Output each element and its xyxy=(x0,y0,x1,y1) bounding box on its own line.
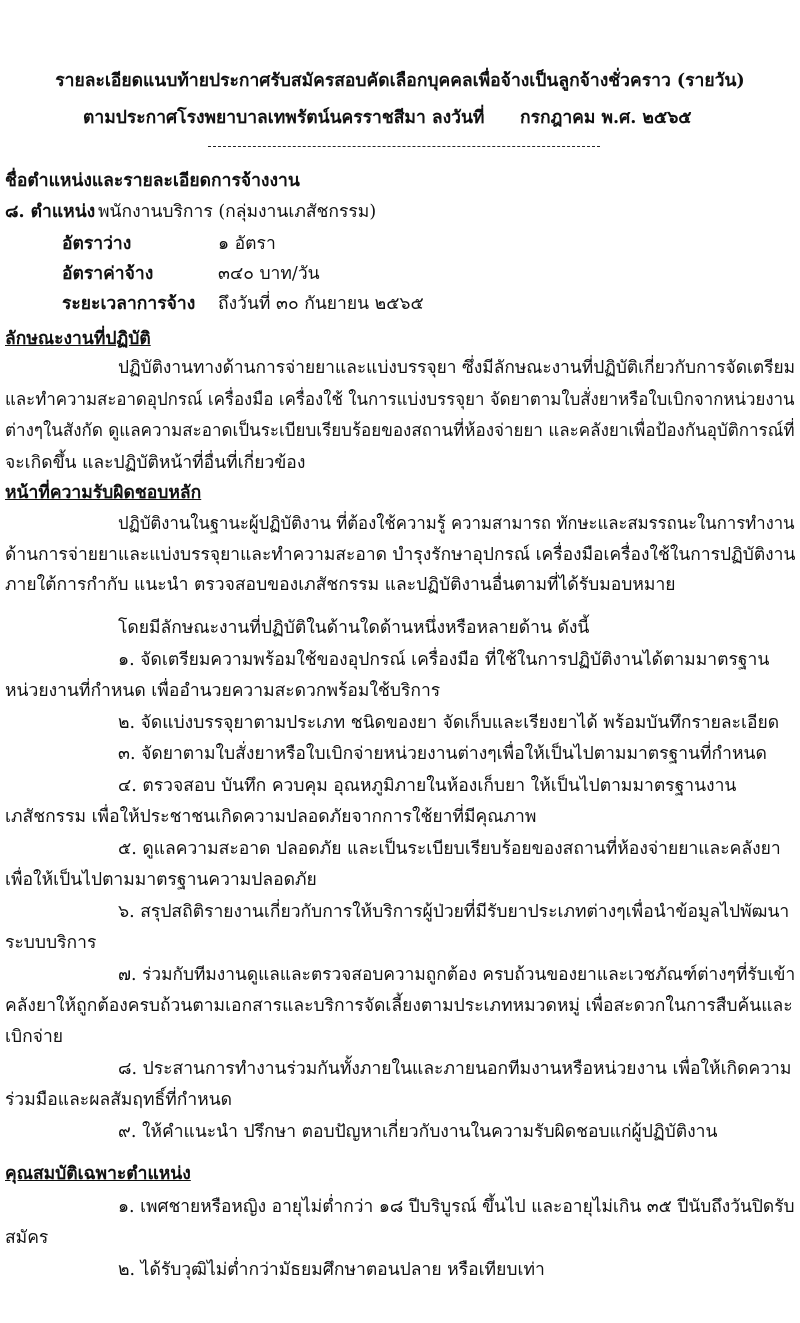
nature-line: จะเกิดขึ้น และปฏิบัติหน้าที่อื่นที่เกี่ยวข้อง xyxy=(5,453,306,473)
duty-item-3: ๓. จัดยาตามใบสั่งยาหรือใบเบิกจ่ายหน่วยงานต่างๆเพื่อให้เป็นไปตามมาตรฐานที่กำหนด xyxy=(118,744,767,764)
wage-label: อัตราค่าจ้าง xyxy=(62,264,154,284)
duty-item-2: ๒. จัดแบ่งบรรจุยาตามประเภท ชนิดของยา จัดเก็บและเรียงยาได้ พร้อมบันทึกรายละเอียด xyxy=(118,713,780,733)
duty-item-5: ๕. ดูแลความสะอาด ปลอดภัย และเป็นระเบียบเรียบร้อยของสถานที่ห้องจ่ายยาและคลังยา xyxy=(118,839,781,859)
qualification-item-1: ๑. เพศชายหรือหญิง อายุไม่ต่ำกว่า ๑๘ ปีบริบูรณ์ ขึ้นไป และอายุไม่เกิน ๓๕ ปีนับถึงวันปิดรับ xyxy=(118,1197,795,1217)
duty-item-8-cont: ร่วมมือและผลสัมฤทธิ์ที่กำหนด xyxy=(5,1090,233,1110)
vacancy-value: ๑ อัตรา xyxy=(218,234,276,254)
duty-item-1-cont: หน่วยงานที่กำหนด เพื่ออำนวยความสะดวกพร้อมใช้บริการ xyxy=(5,681,441,701)
period-value: ถึงวันที่ ๓๐ กันยายน ๒๕๖๕ xyxy=(218,294,424,314)
duty-item-9: ๙. ให้คำแนะนำ ปรึกษา ตอบปัญหาเกี่ยวกับงานในความรับผิดชอบแก่ผู้ปฏิบัติงาน xyxy=(118,1122,718,1142)
section-title-qualifications: คุณสมบัติเฉพาะตำแหน่ง xyxy=(5,1164,191,1184)
position-item-label: ๘. ตำแหน่ง xyxy=(5,202,96,222)
qualification-item-1-cont: สมัคร xyxy=(5,1228,49,1248)
duty-item-1: ๑. จัดเตรียมความพร้อมใช้ของอุปกรณ์ เครื่องมือ ที่ใช้ในการปฏิบัติงานได้ตามมาตรฐาน xyxy=(118,650,770,670)
section-title-nature: ลักษณะงานที่ปฏิบัติ xyxy=(5,329,151,349)
duty-item-4-cont: เภสัชกรรม เพื่อให้ประชาชนเกิดความปลอดภัยจากการใช้ยาที่มีคุณภาพ xyxy=(5,807,537,827)
duty-item-4: ๔. ตรวจสอบ บันทึก ควบคุม อุณหภูมิภายในห้องเก็บยา ให้เป็นไปตามมาตรฐานงาน xyxy=(118,776,737,796)
duties-intro-line: ภายใต้การกำกับ แนะนำ ตรวจสอบของเภสัชกรรม และปฏิบัติงานอื่นตามที่ได้รับมอบหมาย xyxy=(5,575,676,595)
duty-item-5-cont: เพื่อให้เป็นไปตามมาตรฐานความปลอดภัย xyxy=(5,870,317,890)
nature-line: ปฏิบัติงานทางด้านการจ่ายยาและแบ่งบรรจุยา ซึ่งมีลักษณะงานที่ปฏิบัติเกี่ยวกับการจัดเตรียม xyxy=(118,358,796,378)
duties-intro-line: ด้านการจ่ายยาและแบ่งบรรจุยาและทำความสะอาด บำรุงรักษาอุปกรณ์ เครื่องมือเครื่องใช้ในการปฏิบัติงาน xyxy=(5,545,796,565)
header-divider xyxy=(208,146,600,147)
vacancy-label: อัตราว่าง xyxy=(62,234,132,254)
duty-item-6-cont: ระบบบริการ xyxy=(5,933,97,953)
header-line-2-date: กรกฎาคม พ.ศ. ๒๕๖๕ xyxy=(520,108,692,128)
header-line-1: รายละเอียดแนบท้ายประกาศรับสมัครสอบคัดเลือกบุคคลเพื่อจ้างเป็นลูกจ้างชั่วคราว (รายวัน) xyxy=(55,71,745,91)
duty-item-6: ๖. สรุปสถิติรายงานเกี่ยวกับการให้บริการผู้ป่วยที่มีรับยาประเภทต่างๆเพื่อนำข้อมูลไปพัฒนา xyxy=(118,902,790,922)
period-label: ระยะเวลาการจ้าง xyxy=(62,294,196,314)
qualification-item-2: ๒. ได้รับวุฒิไม่ต่ำกว่ามัธยมศึกษาตอนปลาย หรือเทียบเท่า xyxy=(118,1260,545,1280)
position-item-value: พนักงานบริการ (กลุ่มงานเภสัชกรรม) xyxy=(98,202,377,222)
header-line-2-announcement: ตามประกาศโรงพยาบาลเทพรัตน์นครราชสีมา ลงวันที่ xyxy=(83,108,485,128)
nature-line: ต่างๆในสังกัด ดูแลความสะอาดเป็นระเบียบเรียบร้อยของสถานที่ห้องจ่ายยา และคลังยาเพื่อป้องกันอุบัติการณ์ที่ xyxy=(5,421,795,441)
wage-value: ๓๔๐ บาท/วัน xyxy=(218,264,320,284)
duties-lead: โดยมีลักษณะงานที่ปฏิบัติในด้านใดด้านหนึ่งหรือหลายด้าน ดังนี้ xyxy=(118,618,590,638)
duty-item-7-cont: เบิกจ่าย xyxy=(5,1027,64,1047)
duty-item-8: ๘. ประสานการทำงานร่วมกันทั้งภายในและภายนอกทีมงานหรือหน่วยงาน เพื่อให้เกิดความ xyxy=(118,1059,792,1079)
duties-intro-line: ปฏิบัติงานในฐานะผู้ปฏิบัติงาน ที่ต้องใช้ความรู้ ความสามารถ ทักษะและสมรรถนะในการทำงาน xyxy=(118,514,795,534)
nature-line: และทำความสะอาดอุปกรณ์ เครื่องมือ เครื่องใช้ ในการแบ่งบรรจุยา จัดยาตามใบสั่งยาหรือใบเบิกจากหน่วยงาน xyxy=(5,390,795,410)
duty-item-7: ๗. ร่วมกับทีมงานดูแลและตรวจสอบความถูกต้อง ครบถ้วนของยาและเวชภัณฑ์ต่างๆที่รับเข้า xyxy=(118,965,796,985)
section-title-duties: หน้าที่ความรับผิดชอบหลัก xyxy=(5,483,202,503)
duty-item-7-cont: คลังยาให้ถูกต้องครบถ้วนตามเอกสารและบริการจัดเลี้ยงตามประเภทหมวดหมู่ เพื่อสะดวกในการสืบค้นและ xyxy=(5,996,793,1016)
section-title-position: ชื่อตำแหน่งและรายละเอียดการจ้างงาน xyxy=(5,171,300,191)
